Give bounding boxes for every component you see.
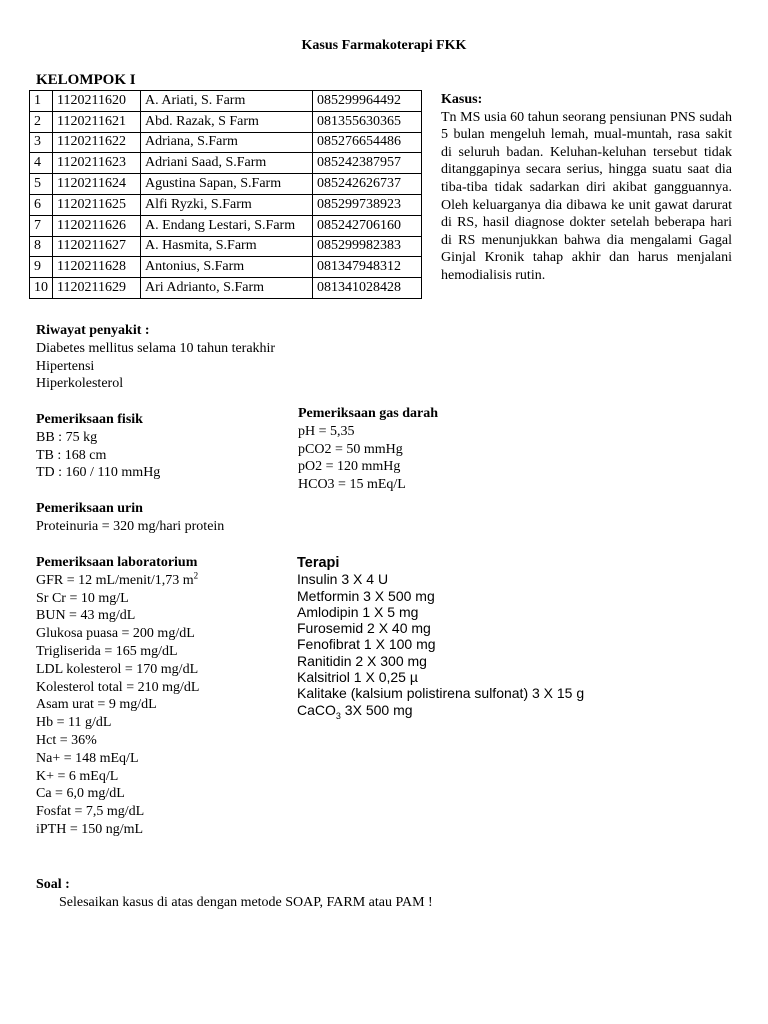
lab-item: Hb = 11 g/dL bbox=[36, 715, 112, 731]
therapy-item-caco3 bbox=[297, 701, 584, 721]
member-name: Ari Adrianto, S.Farm bbox=[141, 278, 313, 299]
member-name: Adriana, S.Farm bbox=[141, 132, 313, 153]
member-nim: 1120211624 bbox=[53, 174, 141, 195]
member-name: Abd. Razak, S Farm bbox=[141, 111, 313, 132]
lab-item: Hct = 36% bbox=[36, 732, 97, 748]
physical-exam-item: BB : 75 kg bbox=[36, 429, 98, 445]
blood-gas-item: pO2 = 120 mmHg bbox=[298, 459, 401, 475]
history-section bbox=[36, 322, 275, 393]
member-nim: 1120211620 bbox=[53, 91, 141, 112]
therapy-item: Kalitake (kalsium polistirena sulfonat) 3 X 15 g bbox=[297, 685, 585, 702]
member-nim: 1120211623 bbox=[53, 153, 141, 174]
member-number: 2 bbox=[30, 111, 53, 132]
history-heading: Riwayat penyakit : bbox=[36, 323, 150, 338]
member-phone: 085299964492 bbox=[313, 91, 422, 112]
member-name: Antonius, S.Farm bbox=[141, 257, 313, 278]
therapy-section bbox=[297, 555, 585, 721]
caco3-prefix: CaCO bbox=[297, 701, 336, 718]
blood-gas-heading: Pemeriksaan gas darah bbox=[298, 406, 438, 421]
caco3-suffix: 3X 500 mg bbox=[340, 701, 413, 718]
member-phone: 085276654486 bbox=[313, 132, 422, 153]
case-heading: Kasus: bbox=[441, 92, 483, 107]
member-nim: 1120211622 bbox=[53, 132, 141, 153]
urine-exam-item: Proteinuria = 320 mg/hari protein bbox=[36, 518, 225, 534]
member-phone: 085242706160 bbox=[313, 215, 422, 236]
document-title: Kasus Farmakoterapi FKK bbox=[301, 38, 467, 53]
question-heading: Soal : bbox=[36, 877, 70, 892]
lab-item: Ca = 6,0 mg/dL bbox=[36, 786, 125, 802]
lab-item: Na+ = 148 mEq/L bbox=[36, 750, 139, 766]
lab-item-gfr bbox=[36, 572, 199, 590]
member-row bbox=[30, 91, 422, 112]
blood-gas-item: pH = 5,35 bbox=[298, 423, 355, 439]
member-number: 1 bbox=[30, 91, 53, 112]
member-number: 10 bbox=[30, 278, 53, 299]
member-name: Adriani Saad, S.Farm bbox=[141, 153, 313, 174]
lab-item: Fosfat = 7,5 mg/dL bbox=[36, 804, 145, 820]
member-row bbox=[30, 278, 422, 299]
member-phone: 085299982383 bbox=[313, 236, 422, 257]
member-row bbox=[30, 194, 422, 215]
therapy-item: Fenofibrat 1 X 100 mg bbox=[297, 636, 436, 653]
member-row bbox=[30, 215, 422, 236]
lab-item: iPTH = 150 ng/mL bbox=[36, 821, 144, 837]
member-name: A. Endang Lestari, S.Farm bbox=[141, 215, 313, 236]
blood-gas-item: HCO3 = 15 mEq/L bbox=[298, 477, 406, 493]
history-item: Diabetes mellitus selama 10 tahun terakhir bbox=[36, 340, 276, 356]
group-label: KELOMPOK I bbox=[36, 72, 136, 88]
member-nim: 1120211629 bbox=[53, 278, 141, 299]
therapy-heading: Terapi bbox=[297, 555, 340, 571]
member-row bbox=[30, 257, 422, 278]
lab-item: Kolesterol total = 210 mg/dL bbox=[36, 679, 200, 695]
member-name: A. Ariati, S. Farm bbox=[141, 91, 313, 112]
lab-item: BUN = 43 mg/dL bbox=[36, 608, 136, 624]
lab-item: Trigliserida = 165 mg/dL bbox=[36, 643, 178, 659]
member-row bbox=[30, 236, 422, 257]
urine-exam-heading: Pemeriksaan urin bbox=[36, 501, 143, 516]
member-phone: 081347948312 bbox=[313, 257, 422, 278]
case-text: Tn MS usia 60 tahun seorang pensiunan PNS sudah 5 bulan mengeluh lemah, mual-muntah, rasa sakit di seluruh badan. Keluhan-keluhan tersebut tidak ditanggapinya secara serius, hingga suatu saat dia tiba-tiba tidak sadarkan diri akibat gangguannya. Oleh keluarganya dia dibawa ke unit gawat darurat di RS, hasil diagnose dokter setelah beberapa hari di RS menunjukkan bahwa dia mengalami Gagal Ginjal Kronik tahap akhir dan harus menjalani hemodialisis rutin. bbox=[441, 109, 732, 283]
case-section bbox=[441, 91, 732, 285]
member-nim: 1120211626 bbox=[53, 215, 141, 236]
physical-exam-section bbox=[36, 411, 160, 482]
member-phone: 085242387957 bbox=[313, 153, 422, 174]
member-nim: 1120211628 bbox=[53, 257, 141, 278]
member-row bbox=[30, 174, 422, 195]
therapy-item: Kalsitriol 1 X 0,25 µ bbox=[297, 669, 418, 686]
member-nim: 1120211625 bbox=[53, 194, 141, 215]
member-number: 9 bbox=[30, 257, 53, 278]
blood-gas-item: pCO2 = 50 mmHg bbox=[298, 441, 403, 457]
therapy-item: Furosemid 2 X 40 mg bbox=[297, 620, 431, 637]
member-row bbox=[30, 153, 422, 174]
therapy-item: Amlodipin 1 X 5 mg bbox=[297, 603, 419, 620]
gfr-text: GFR = 12 mL/menit/1,73 m bbox=[36, 572, 194, 588]
lab-item: K+ = 6 mEq/L bbox=[36, 768, 119, 784]
therapy-item: Insulin 3 X 4 U bbox=[297, 571, 389, 588]
member-name: A. Hasmita, S.Farm bbox=[141, 236, 313, 257]
question-section bbox=[36, 876, 433, 912]
member-number: 3 bbox=[30, 132, 53, 153]
member-number: 5 bbox=[30, 174, 53, 195]
lab-item: Sr Cr = 10 mg/L bbox=[36, 590, 129, 606]
member-number: 8 bbox=[30, 236, 53, 257]
members-table bbox=[29, 90, 422, 299]
physical-exam-item: TB : 168 cm bbox=[36, 447, 107, 463]
lab-item: Asam urat = 9 mg/dL bbox=[36, 697, 157, 713]
member-row bbox=[30, 111, 422, 132]
therapy-item: Ranitidin 2 X 300 mg bbox=[297, 652, 427, 669]
member-nim: 1120211627 bbox=[53, 236, 141, 257]
member-number: 4 bbox=[30, 153, 53, 174]
member-row bbox=[30, 132, 422, 153]
gfr-superscript: 2 bbox=[193, 570, 199, 581]
lab-heading: Pemeriksaan laboratorium bbox=[36, 555, 198, 570]
lab-section bbox=[36, 554, 199, 839]
urine-exam-section bbox=[36, 500, 224, 536]
lab-item: Glukosa puasa = 200 mg/dL bbox=[36, 626, 195, 642]
member-name: Agustina Sapan, S.Farm bbox=[141, 174, 313, 195]
lab-item: LDL kolesterol = 170 mg/dL bbox=[36, 661, 199, 677]
member-phone: 085242626737 bbox=[313, 174, 422, 195]
member-phone: 081341028428 bbox=[313, 278, 422, 299]
physical-exam-heading: Pemeriksaan fisik bbox=[36, 412, 143, 427]
blood-gas-section bbox=[298, 405, 438, 494]
caco3-subscript: 3 bbox=[335, 710, 341, 721]
history-item: Hiperkolesterol bbox=[36, 376, 124, 392]
member-number: 7 bbox=[30, 215, 53, 236]
member-phone: 081355630365 bbox=[313, 111, 422, 132]
member-phone: 085299738923 bbox=[313, 194, 422, 215]
history-item: Hipertensi bbox=[36, 358, 95, 374]
member-name: Alfi Ryzki, S.Farm bbox=[141, 194, 313, 215]
member-nim: 1120211621 bbox=[53, 111, 141, 132]
question-text: Selesaikan kasus di atas dengan metode SOAP, FARM atau PAM ! bbox=[59, 894, 433, 910]
therapy-item: Metformin 3 X 500 mg bbox=[297, 587, 435, 604]
member-number: 6 bbox=[30, 194, 53, 215]
physical-exam-item: TD : 160 / 110 mmHg bbox=[36, 465, 161, 481]
